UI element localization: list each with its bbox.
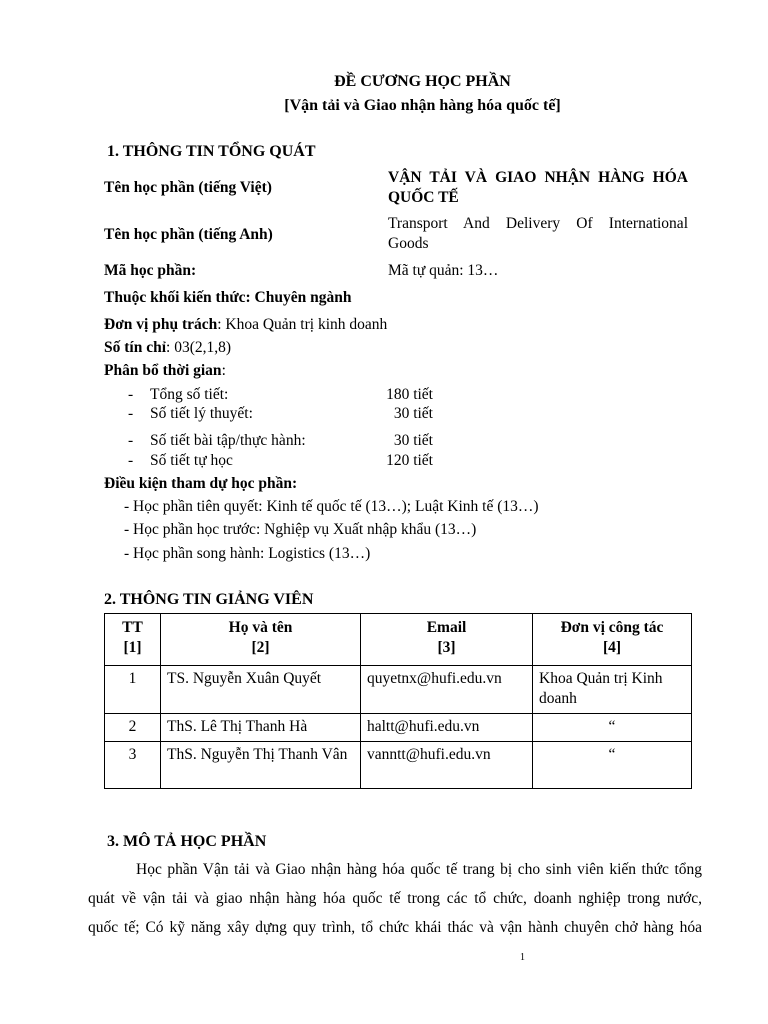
course-name-en-value-line2: Goods	[388, 235, 429, 252]
lecturer-email: vanntt@hufi.edu.vn	[361, 742, 533, 789]
section-2-heading: 2. THÔNG TIN GIẢNG VIÊN	[104, 591, 314, 608]
lecturer-name: ThS. Lê Thị Thanh Hà	[161, 714, 361, 742]
table-header-row	[105, 614, 692, 666]
column-header	[161, 614, 361, 666]
lecturer-email: quyetnx@hufi.edu.vn	[361, 666, 533, 714]
column-code: [1]	[123, 639, 142, 656]
lecturer-unit: “	[533, 714, 692, 742]
knowledge-block: Thuộc khối kiến thức: Chuyên ngành	[104, 289, 352, 306]
time-item	[128, 451, 433, 471]
description-line-2: quát về vận tải và giao nhận hàng hóa quốc tế trong các tổ chức, doanh nghiệp trong nước,	[88, 890, 702, 907]
time-item-label: Số tiết bài tập/thực hành:	[150, 432, 306, 449]
course-name-vi-value-line2: QUỐC TẾ	[388, 189, 459, 206]
condition-item: - Học phần học trước: Nghiệp vụ Xuất nhập khẩu (13…)	[124, 521, 477, 538]
column-title: Đơn vị công tác	[560, 619, 664, 636]
column-title: Họ và tên	[228, 619, 293, 636]
time-item-label: Số tiết tự học	[150, 452, 233, 469]
unit-value: : Khoa Quản trị kinh doanh	[217, 316, 388, 333]
time-item-value: 180 tiết	[386, 386, 433, 403]
column-code: [2]	[251, 639, 270, 656]
course-code-value: Mã tự quản: 13…	[388, 262, 499, 279]
course-name-en-label: Tên học phần (tiếng Anh)	[104, 226, 273, 243]
column-header	[533, 614, 692, 666]
table-row	[105, 742, 692, 789]
column-code: [4]	[602, 639, 622, 656]
lecturer-unit: “	[533, 742, 692, 789]
course-name-en-value-line1: Transport And Delivery Of International	[388, 215, 688, 232]
course-name-vi-value-line1: VẬN TẢI VÀ GIAO NHẬN HÀNG HÓA	[388, 169, 688, 186]
lecturer-unit: Khoa Quản trị Kinh doanh	[533, 666, 692, 714]
time-item	[128, 385, 433, 405]
time-allocation-line	[104, 361, 226, 381]
time-allocation-colon: :	[221, 362, 226, 379]
condition-item: - Học phần tiên quyết: Kinh tế quốc tế (13…); Luật Kinh tế (13…)	[124, 498, 539, 515]
time-allocation-label: Phân bổ thời gian	[104, 362, 222, 379]
time-item-value: 30 tiết	[393, 432, 433, 449]
lecturer-table	[104, 613, 692, 789]
column-header	[105, 614, 161, 666]
column-title: Email	[426, 619, 467, 636]
lecturer-name: TS. Nguyễn Xuân Quyết	[161, 666, 361, 714]
lecturer-email: haltt@hufi.edu.vn	[361, 714, 533, 742]
table-row	[105, 666, 692, 714]
document-title: ĐỀ CƯƠNG HỌC PHẦN	[334, 73, 511, 90]
condition-item: - Học phần song hành: Logistics (13…)	[124, 545, 371, 562]
time-item-dash: -	[128, 405, 134, 422]
time-item-value: 30 tiết	[393, 405, 433, 422]
row-number: 2	[105, 714, 161, 742]
row-number: 1	[105, 666, 161, 714]
time-item	[128, 431, 433, 451]
section-3-heading: 3. MÔ TẢ HỌC PHẦN	[107, 833, 267, 850]
credits-label: Số tín chỉ	[104, 339, 167, 356]
unit-label: Đơn vị phụ trách	[104, 316, 218, 333]
time-item-dash: -	[128, 432, 134, 449]
time-item-dash: -	[128, 386, 134, 403]
time-item-label: Tổng số tiết:	[150, 386, 229, 403]
description-line-1: Học phần Vận tải và Giao nhận hàng hóa quốc tế trang bị cho sinh viên kiến thức tổng	[136, 861, 702, 878]
time-item-dash: -	[128, 452, 134, 469]
credits-line	[104, 338, 231, 358]
row-number: 3	[105, 742, 161, 789]
section-1-heading: 1. THÔNG TIN TỔNG QUÁT	[107, 143, 316, 160]
column-title: TT	[122, 619, 143, 636]
time-item-label: Số tiết lý thuyết:	[150, 405, 253, 422]
time-item	[128, 404, 433, 424]
document-subtitle: [Vận tải và Giao nhận hàng hóa quốc tế]	[284, 97, 561, 114]
unit-line	[104, 315, 387, 335]
course-code-label: Mã học phần:	[104, 262, 197, 279]
course-name-vi-label: Tên học phần (tiếng Việt)	[104, 179, 272, 196]
credits-value: : 03(2,1,8)	[166, 339, 232, 356]
column-header	[361, 614, 533, 666]
conditions-label: Điều kiện tham dự học phần:	[104, 475, 298, 492]
lecturer-name: ThS. Nguyễn Thị Thanh Vân	[161, 742, 361, 789]
column-code: [3]	[437, 639, 456, 656]
table-row	[105, 714, 692, 742]
page-number: 1	[520, 952, 525, 963]
description-line-3: quốc tế; Có kỹ năng xây dựng quy trình, tổ chức khái thác và vận hành chuyên chở hàng hóa	[88, 919, 702, 936]
time-item-value: 120 tiết	[386, 452, 433, 469]
